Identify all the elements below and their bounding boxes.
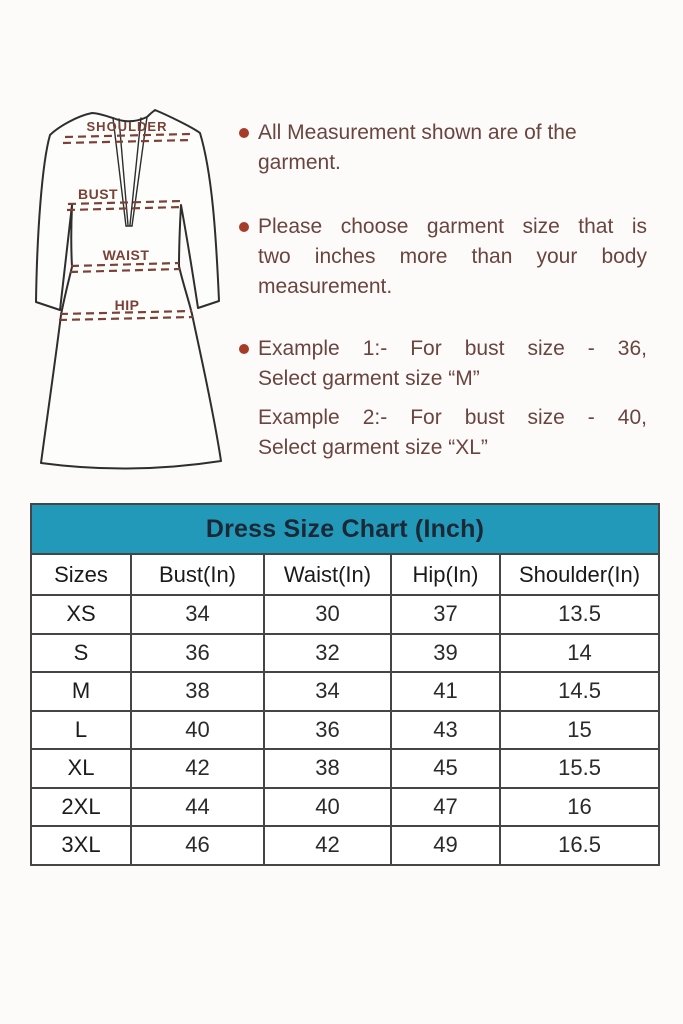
size-label-cell: M <box>31 672 131 711</box>
note-line: Example 2:- For bust size - 40, <box>258 406 647 429</box>
note-line: Example 1:- For bust size - 36, <box>258 337 647 360</box>
measurement-cell: 39 <box>391 634 500 673</box>
measurement-cell: 16.5 <box>500 826 659 865</box>
shoulder-label: SHOULDER <box>86 119 168 134</box>
table-row <box>31 634 659 673</box>
note-line: garment. <box>258 151 341 174</box>
table-row <box>31 826 659 865</box>
measurement-cell: 42 <box>131 749 264 788</box>
table-title-row <box>31 504 659 554</box>
example-2 <box>258 403 647 463</box>
note-line: Select garment size “XL” <box>258 436 488 459</box>
dress-size-chart-table <box>30 503 660 866</box>
bullet-icon <box>239 128 249 138</box>
table-row <box>31 711 659 750</box>
size-label-cell: XS <box>31 595 131 634</box>
measurement-cell: 41 <box>391 672 500 711</box>
measurement-cell: 40 <box>131 711 264 750</box>
table-row <box>31 749 659 788</box>
column-header: Hip(In) <box>391 554 500 595</box>
measurement-cell: 43 <box>391 711 500 750</box>
measurement-cell: 38 <box>131 672 264 711</box>
note-text <box>258 212 647 302</box>
measurement-cell: 15.5 <box>500 749 659 788</box>
measurement-cell: 15 <box>500 711 659 750</box>
note-text <box>258 118 647 178</box>
dress-measurement-diagram <box>22 103 240 488</box>
table-header-row <box>31 554 659 595</box>
hip-label: HIP <box>114 297 140 313</box>
measurement-cell: 46 <box>131 826 264 865</box>
column-header: Shoulder(In) <box>500 554 659 595</box>
measurement-cell: 45 <box>391 749 500 788</box>
measurement-cell: 36 <box>131 634 264 673</box>
note-all-measurements <box>237 118 647 178</box>
measurement-cell: 37 <box>391 595 500 634</box>
measurement-cell: 38 <box>264 749 391 788</box>
measurement-cell: 34 <box>131 595 264 634</box>
measurement-cell: 13.5 <box>500 595 659 634</box>
measurement-cell: 32 <box>264 634 391 673</box>
measurement-cell: 44 <box>131 788 264 827</box>
measurement-cell: 36 <box>264 711 391 750</box>
measurement-cell: 14.5 <box>500 672 659 711</box>
size-table-body <box>31 595 659 865</box>
measurement-notes <box>237 118 647 463</box>
size-label-cell: 3XL <box>31 826 131 865</box>
measurement-cell: 49 <box>391 826 500 865</box>
dress-outline <box>36 110 221 469</box>
measurement-cell: 47 <box>391 788 500 827</box>
column-header: Bust(In) <box>131 554 264 595</box>
measurement-cell: 42 <box>264 826 391 865</box>
table-title: Dress Size Chart (Inch) <box>31 504 659 554</box>
waist-label: WAIST <box>102 247 150 263</box>
measurement-cell: 14 <box>500 634 659 673</box>
bullet-icon <box>239 222 249 232</box>
bust-label: BUST <box>78 186 119 202</box>
note-examples <box>237 334 647 463</box>
column-header: Sizes <box>31 554 131 595</box>
note-line: Select garment size “M” <box>258 367 480 390</box>
example-1 <box>258 334 647 394</box>
note-line: two inches more than your body <box>258 245 647 268</box>
size-label-cell: XL <box>31 749 131 788</box>
size-label-cell: 2XL <box>31 788 131 827</box>
table-row <box>31 788 659 827</box>
size-label-cell: L <box>31 711 131 750</box>
note-choose-size <box>237 212 647 302</box>
table-row <box>31 672 659 711</box>
note-line: Please choose garment size that is <box>258 215 647 238</box>
note-line: measurement. <box>258 275 393 298</box>
table-row <box>31 595 659 634</box>
measurement-cell: 34 <box>264 672 391 711</box>
bullet-icon <box>239 344 249 354</box>
measurement-cell: 16 <box>500 788 659 827</box>
note-text <box>258 334 647 463</box>
column-header: Waist(In) <box>264 554 391 595</box>
measurement-cell: 40 <box>264 788 391 827</box>
size-label-cell: S <box>31 634 131 673</box>
note-line: All Measurement shown are of the <box>258 121 577 144</box>
measurement-cell: 30 <box>264 595 391 634</box>
